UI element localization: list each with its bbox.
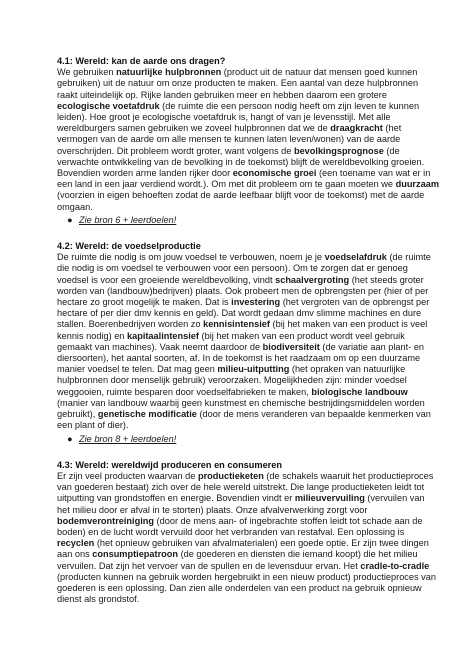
bullet-item (57, 215, 439, 226)
document-page (57, 56, 439, 620)
source-reference: Zie bron 8 + leerdoelen! (79, 433, 177, 444)
section-heading: 4.2: Wereld: de voedselproductie (57, 241, 201, 252)
section-heading: 4.1: Wereld: kan de aarde ons dragen? (57, 56, 226, 66)
key-term: draagkracht (330, 123, 383, 134)
key-term: voedselafdruk (324, 252, 387, 263)
key-term: productieketen (197, 470, 264, 481)
key-term: milieu-uitputting (217, 364, 290, 375)
key-term: kapitaalintensief (126, 330, 199, 341)
key-term: investering (231, 297, 281, 308)
key-term: kennisintensief (203, 319, 270, 330)
key-term: biodiversiteit (262, 341, 320, 352)
key-term: recyclen (57, 538, 95, 549)
bullet-icon: ● (67, 214, 73, 225)
key-term: duurzaam (395, 179, 439, 190)
section-4-3 (57, 460, 439, 606)
section-4-1 (57, 56, 439, 226)
key-term: consumptiepatroon (92, 549, 179, 560)
key-term: milieuvervuiling (294, 493, 365, 504)
source-reference: Zie bron 6 + leerdoelen! (79, 214, 177, 225)
key-term: economische groei (232, 168, 317, 179)
key-term: schaalvergroting (275, 274, 350, 285)
section-4-2 (57, 241, 439, 445)
section-body: Er zijn veel producten waarvan de productieketen (de schakels waaruit het productieproces van goederen bestaat) zich over de hele wereld uitstrekt. Die lange productieketen leidt tot uitputting van grondstoffen en energie. Bovendien vindt er milieuvervuiling (vervuilen van het milieu door er afval in te storten) plaats. Onze afvalverwerking zorgt voor bodemverontreiniging (door de mens aan- of ingebrachte stoffen leidt tot schade aan de boden) en de lucht wordt vervuild door het verbranden van restafval. Een oplossing is recyclen (het opnieuw gebruiken van afvalmaterialen) een goede optie. Er zijn twee dingen aan ons consumptiepatroon (de goederen en diensten die iemand koopt) die het milieu vervuilen. Dat zijn het vervoer van de spullen en de levensduur ervan. Het cradle-to-cradle (producten kunnen na gebruik worden hergebruikt in een nieuw product) productieproces van goederen is een oplossing. Dan zien alle onderdelen van een product na gebruik opnieuw dienst als grondstof. (57, 470, 436, 605)
key-term: bevolkingsprognose (293, 145, 384, 156)
bullet-icon: ● (67, 433, 73, 444)
key-term: biologische landbouw (311, 386, 408, 397)
key-term: genetische modificatie (97, 409, 197, 420)
section-heading: 4.3: Wereld: wereldwijd produceren en consumeren (57, 459, 282, 470)
bullet-item (57, 434, 439, 445)
key-term: natuurlijke hulpbronnen (116, 67, 222, 78)
key-term: cradle-to-cradle (360, 560, 430, 571)
key-term: ecologische voetafdruk (57, 100, 160, 111)
section-body: We gebruiken natuurlijke hulpbronnen (product uit de natuur dat mensen goed kunnen gebruiken) uit de natuur om onze producten te maken. Een aantal van deze hulpbronnen raakt uiteindelijk op. Rijke landen gebruiken meer en hebben daarom een grotere ecologische voetafdruk (de ruimte die een persoon nodig heeft om zijn leven te kunnen leiden). Hoe groot je ecologische voetafdruk is, hangt of van je levensstijl. Met alle wereldburgers samen gebruiken we zoveel hulpbronnen dat we de draagkracht (het vermogen van de aarde om alle mensen te kunnen laten leven/wonen) van de aarde overschrijden. Dit probleem wordt groter, want volgens de bevolkingsprognose (de verwachte ontwikkeling van de bevolking in de toekomst) blijft de wereldbevolking groeien. Bovendien worden arme landen rijker door economische groei (een toename van wat er in een land in een jaar verdiend wordt.). Om met dit probleem om te gaan moeten we duurzaam (voorzien in eigen behoeften zodat de aarde leefbaar blijft voor de toekomst) met de aarde omgaan. (57, 67, 439, 212)
section-body: De ruimte die nodig is om jouw voedsel te verbouwen, noem je je voedselafdruk (de ruimte die nodig is om voedsel te verbouwen voor een persoon). Om te zorgen dat er genoeg voedsel is voor een groeiende wereldbevolking, vindt schaalvergroting (het steeds groter worden van (landbouw)bedrijven) plaats. Ook probeert men de opbrengsten per (hier of per hectare zo groot mogelijk te maken. Dat is investering (het vergroten van de opbrengst per hectare of per dier dmv kennis en geld). Dat wordt gedaan dmv slimme machines en dure stallen. Boerenbedrijven worden zo kennisintensief (bij het maken van een product is veel kennis nodig) en kapitaalintensief (bij het maken van een product wordt veel gebruik gemaakt van machines). Vaak neemt daardoor de biodiversiteit (de variatie aan plant- en diersoorten), het aantal soorten, af. In de toekomst is het raadzaam om op een duurzame manier voedsel te telen. Dat mag geen milieu-uitputting (het opraken van natuurlijke hulpbronnen door menselijk gebruik) veroorzaken. Mogelijkheden zijn: minder voedsel weggooien, ruimte besparen door voedselfabrieken te maken, biologische landbouw (manier van landbouw waarbij geen kunstmest en chemische bestrijdingsmiddelen worden gebruikt), genetische modificatie (door de mens veranderen van bepaalde kenmerken van een plant of dier). (57, 252, 431, 431)
key-term: bodemverontreiniging (57, 515, 154, 526)
